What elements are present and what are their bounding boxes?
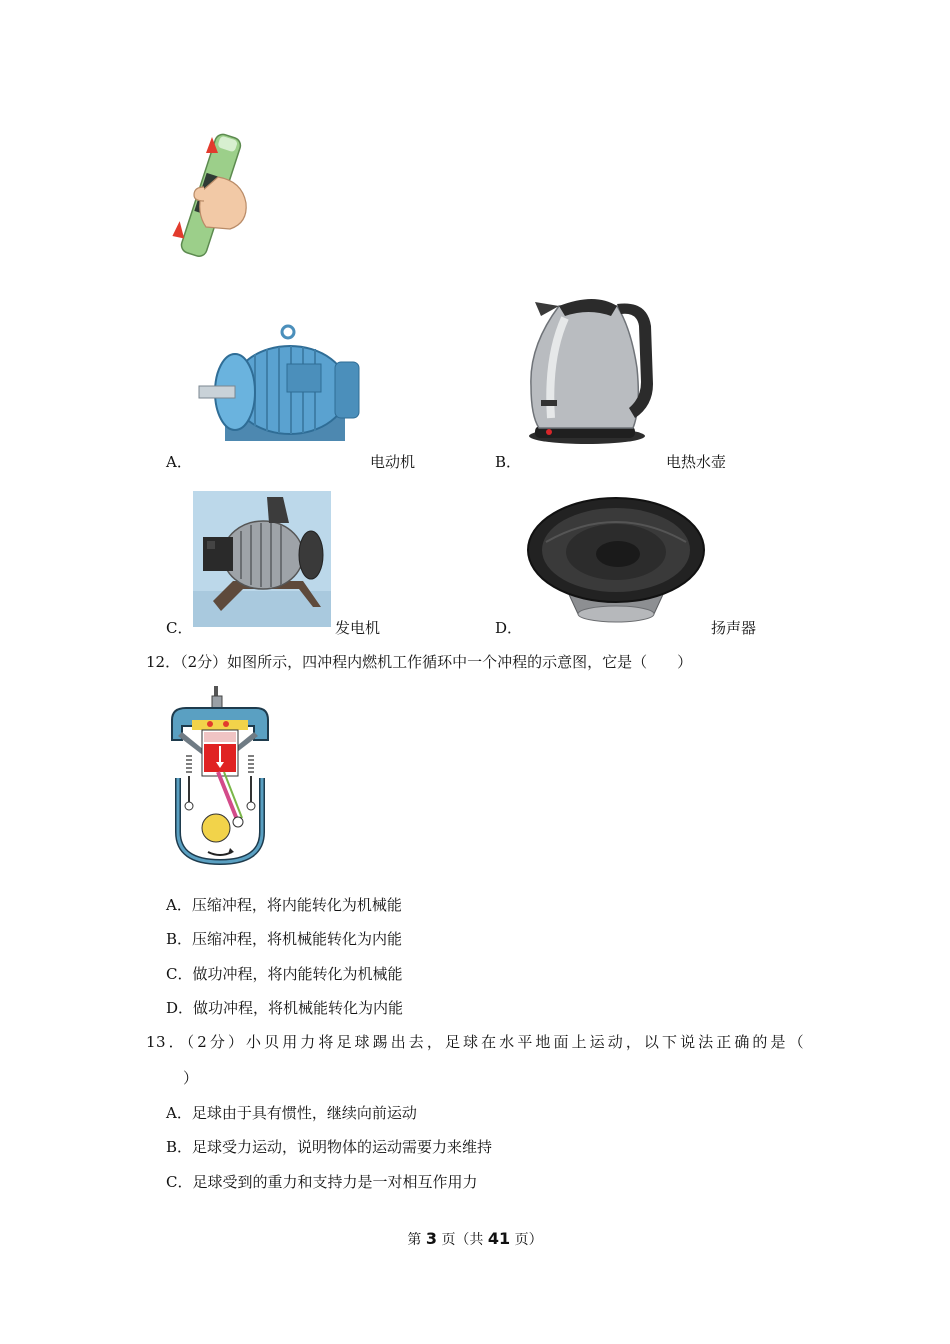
q13-option-b: B．足球受力运动，说明物体的运动需要力来维持 — [166, 1138, 493, 1156]
q12-option-a: A．压缩冲程，将内能转化为机械能 — [166, 896, 402, 914]
footer-page-number: 3 — [425, 1229, 437, 1248]
q12-option-b: B．压缩冲程，将机械能转化为内能 — [166, 930, 403, 948]
option-b-letter: B． — [495, 453, 522, 471]
option-c-caption: 发电机 — [335, 619, 381, 637]
engine-diagram — [168, 686, 272, 872]
footer-pre: 第 — [407, 1232, 422, 1248]
generator-image — [193, 491, 331, 627]
footer-mid: 页（共 — [441, 1232, 484, 1248]
q12-stem: 12．（2分）如图所示，四冲程内燃机工作循环中一个冲程的示意图，它是（ ） — [146, 653, 693, 671]
option-a-letter: A． — [166, 453, 192, 471]
q12-option-d: D．做功冲程，将机械能转化为内能 — [166, 999, 404, 1017]
option-a-caption: 电动机 — [370, 453, 416, 471]
loudspeaker-image — [526, 492, 708, 624]
electric-motor-image — [195, 322, 370, 452]
q13-option-c: C．足球受到的重力和支持力是一对相互作用力 — [166, 1173, 478, 1191]
option-d-caption: 扬声器 — [711, 619, 757, 637]
flashlight-image — [160, 125, 260, 265]
option-b-caption: 电热水壶 — [666, 453, 727, 471]
electric-kettle-image — [525, 288, 665, 448]
q13-option-a: A．足球由于具有惯性，继续向前运动 — [166, 1104, 417, 1122]
page-footer — [0, 1229, 950, 1250]
footer-total-pages: 41 — [487, 1229, 511, 1248]
q13-stem: 13．（2分）小贝用力将足球踢出去，足球在水平地面上运动，以下说法正确的是（ — [146, 1033, 804, 1051]
q12-option-c: C．做功冲程，将内能转化为机械能 — [166, 965, 403, 983]
option-d-letter: D． — [495, 619, 523, 637]
option-c-letter: C． — [166, 619, 193, 637]
q13-stem-continuation: ） — [183, 1069, 199, 1087]
footer-post: 页） — [514, 1232, 543, 1248]
